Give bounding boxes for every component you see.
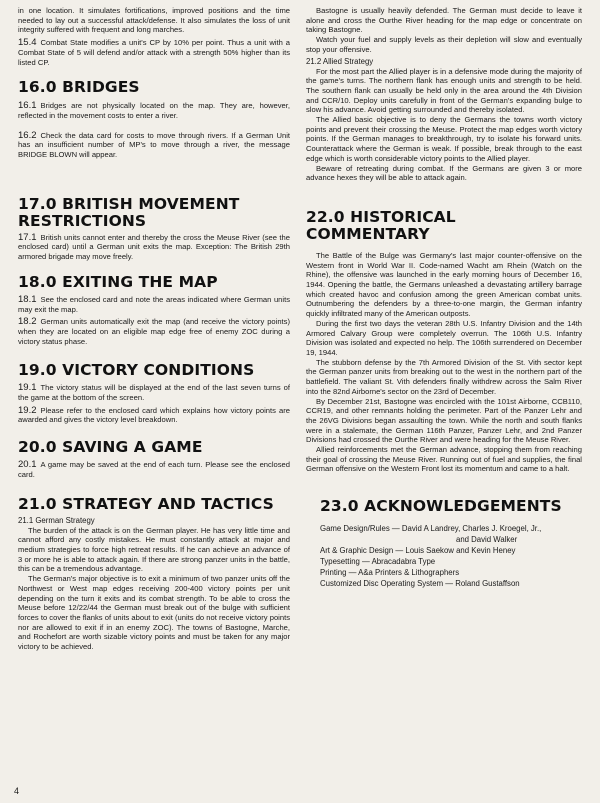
rule-number: 20.1	[18, 459, 37, 471]
allied-strategy-p2: The Allied basic objective is to deny the Germans the towns worth victory points and prevent their crossing the Meuse. Protect the map edges worth victory points. If the German manages to breakthrough, try to isolate his forward units. Counterattack where the German is weak. If possible, break through to the east edge which is worth considerable victory points to the Allied player.	[306, 115, 582, 163]
left-column	[18, 6, 290, 652]
rule-number: 19.1	[18, 382, 37, 394]
rule-19-2	[18, 406, 290, 425]
section-19-title: 19.0 VICTORY CONDITIONS	[18, 361, 255, 380]
rule-16-2	[18, 131, 290, 160]
section-17-title: 17.0 BRITISH MOVEMENT RESTRICTIONS	[18, 194, 240, 230]
allied-strategy-p3: Beware of retreating during combat. If the Germans are given 3 or more advance hexes they will be able to attack again.	[306, 163, 582, 183]
rule-17-1	[18, 233, 290, 262]
history-p3: The stubborn defense by the 7th Armored Division of the St. Vith sector kept the German panzer units from breaking out to the west in the northern part of the battlefield. The valiant St. Vith defenders finally withdrew across the Salm River into the 82nd Airborne's sector on the 23rd of December.	[306, 357, 582, 396]
rule-18-2	[18, 317, 290, 346]
section-21-title: 21.0 STRATEGY AND TACTICS	[18, 494, 274, 513]
history-p2: During the first two days the veteran 28th U.S. Infantry Division and the 14th Armored Calvary Group were completely overrun. The 106th U.S. Infantry Division was isolated and expected no help. The 106th surrendered on December 19, 1944.	[306, 318, 582, 357]
section-22-title: 22.0 HISTORICAL COMMENTARY	[306, 207, 456, 243]
rule-text: Combat State modifies a unit's CP by 10% per point. Thus a unit with a Combat State of 5 will defend and/or attack with a strength 50% higher than its listed CP.	[18, 38, 290, 67]
rule-number: 16.2	[18, 129, 37, 141]
credit-game-design-cont: and David Walker	[456, 535, 518, 545]
fuel-paragraph: Watch your fuel and supply levels as their depletion will slow and eventually stop your offensive.	[306, 35, 582, 54]
rule-number: 18.2	[18, 316, 37, 328]
rule-text: Check the data card for costs to move through rivers. If a German Unit has an insufficient number of MP's to move through a river, the message BRIDGE BLOWN will appear.	[18, 130, 290, 160]
history-p5: Allied reinforcements met the German advance, stopping them from reaching their goal of crossing the Meuse River. Running out of fuel and supplies, the final German offensive on the Western Front lost its momentum and came to a halt.	[306, 445, 582, 474]
credit-art: Art & Graphic Design — Louis Saekow and Kevin Heney	[320, 546, 516, 556]
bastogne-paragraph: Bastogne is usually heavily defended. The German must decide to leave it alone and cross the Ourthe River heading for the map edge or concentrate on taking Bastogne.	[306, 6, 582, 35]
section-23-title: 23.0 ACKNOWLEDGEMENTS	[320, 497, 562, 516]
page-number: 4	[14, 786, 20, 796]
rule-text: The victory status will be displayed at the end of the last seven turns of the game at the bottom of the screen.	[18, 383, 290, 403]
credit-typesetting: Typesetting — Abracadabra Type	[320, 557, 436, 567]
acknowledgements-list	[320, 523, 582, 589]
intro-text: in one location. It simulates fortifications, improved positions and the time needed to lay out a successful attack/defense. It also simulates the loss of unit integrity suffered with frequent and long marches.	[18, 6, 290, 35]
rule-text: See the enclosed card and note the areas indicated where German units may exit the map.	[18, 294, 290, 314]
subsection-21-2-title: 21.2 Allied Strategy	[306, 56, 374, 66]
history-p4: By December 21st, Bastogne was encircled with the 101st Airborne, CCB110, CCR19, and other remnants holding the perimeter. Part of the Panzer Lehr and the 26VG Divisions began assaulting the town. While the north and south flanks were in a stalemate, the German 116th Panzer, Panzer Lehr, and 2nd Panzer Divisions had crossed the Ourthe River and were heading for the Meuse River.	[306, 396, 582, 445]
german-strategy-p1: The burden of the attack is on the German player. He has very little time and cannot afford any costly mistakes. He must constantly attack at major and medium strategies to force high retreat results. If he can achieve an advance of 3 or more he is able to attack again. If there are strong panzer units in the battle, this can be a tremendous advantage.	[18, 525, 290, 574]
rule-text: Please refer to the enclosed card which explains how victory points are awarded and gives the victory level breakdown.	[18, 405, 290, 425]
rule-text: A game may be saved at the end of each turn. Please see the enclosed card.	[18, 460, 290, 479]
section-16-title: 16.0 BRIDGES	[18, 78, 140, 97]
rule-number: 17.1	[18, 231, 37, 243]
rule-number: 16.1	[18, 100, 37, 112]
rule-15-4	[18, 38, 290, 67]
subsection-21-1-title: 21.1 German Strategy	[18, 515, 95, 525]
credit-game-design: Game Design/Rules — David A Landrey, Charles J. Kroegel, Jr.,	[320, 524, 542, 534]
credit-dos: Customized Disc Operating System — Roland Gustaffson	[320, 579, 520, 589]
rule-19-1	[18, 383, 290, 402]
right-column	[306, 6, 582, 589]
rule-18-1	[18, 295, 290, 314]
rule-number: 15.4	[18, 37, 37, 49]
credit-printing: Printing — A&a Printers & Lithographers	[320, 568, 460, 578]
rule-20-1	[18, 460, 290, 479]
history-p1: The Battle of the Bulge was Germany's last major counter-offensive on the Western front in World War II. Code-named Wacht am Rhein (Watch on the Rhine), the offensive was launched in the early morning hours of December 16, 1944. Opening the battle, the Germans unleashed a devastating artillery barrage which created havoc and confusion among the green American combat units. Outnumbering the defenders by a three-to-one margin, the German infantry quickly infiltrated many of the American outposts.	[306, 250, 582, 319]
rule-16-1	[18, 101, 290, 120]
allied-strategy-p1: For the most part the Allied player is in a defensive mode during the majority of the game's turns. The northern flank has enough units and strength to be held. The southern flank can usually be held only in the area around the 4th Division and CCR/10. Deploy units carefully in front of the German's expanding bulge to slow his advance. Avoid getting surrounded and thereby isolated.	[306, 66, 582, 115]
section-20-title: 20.0 SAVING A GAME	[18, 438, 203, 457]
section-18-title: 18.0 EXITING THE MAP	[18, 272, 218, 291]
rule-text: German units automatically exit the map (and receive the victory points) when they are located on an eligible map edge free of enemy ZOC during a victory status phase.	[18, 317, 290, 346]
rule-text: Bridges are not physically located on the map. They are, however, reflected in the movement costs to enter a river.	[18, 101, 290, 120]
rule-number: 18.1	[18, 293, 37, 305]
rule-text: British units cannot enter and thereby the cross the Meuse River (see the enclosed card) until a German unit exits the map. Exception: The British 29th armored brigade may move freely.	[18, 232, 290, 262]
rule-number: 19.2	[18, 404, 37, 416]
german-strategy-p2: The German's major objective is to exit a minimum of two panzer units off the Northwest or West map edges receiving 200-400 victory points per unit depending on the turn it exits and its combat strength. To be able to cross the Meuse before 12/22/44 the German must break out of the bulge with sufficient forces to cover the flanks of units about to exit (units do not receive victory points nor are allowed to exit if in an enemy ZOC). The towns of Bastogne, Marche, and Rochefort are worth sizable victory points and must be taken for any major victory to be achieved.	[18, 574, 290, 652]
